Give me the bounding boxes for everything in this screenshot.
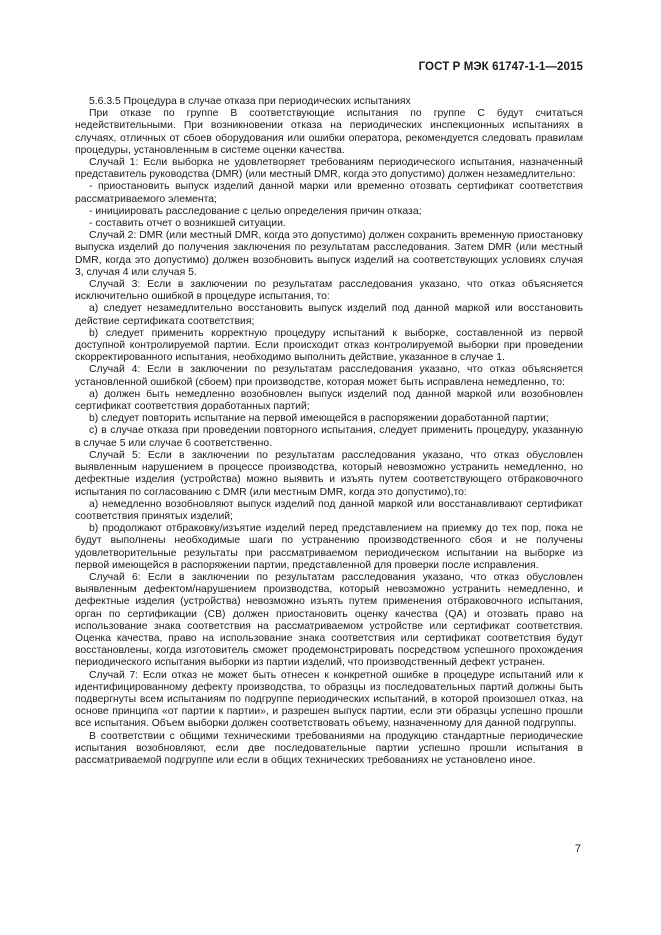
document-body (75, 96, 583, 767)
list-item: - составить отчет о возникшей ситуации. (89, 218, 286, 230)
list-item: а) следует незамедлительно восстановить выпуск изделий под данной маркой или восстановить действие сертификата соответствия; (75, 303, 583, 327)
paragraph-case-4: Случай 4: Если в заключении по результатам расследования указано, что отказ объясняется установленной ошибкой (сбоем) при производстве, которая может быть исправлена немедленно, то: (75, 364, 583, 388)
paragraph-case-3: Случай 3: Если в заключении по результатам расследования указано, что отказ объясняется исключительно ошибкой в процедуре испытания, то: (75, 279, 583, 303)
list-item: c) в случае отказа при проведении повторного испытания, следует применить процедуру, указанную в случае 5 или случае 6 соответственно. (75, 425, 583, 449)
paragraph-case-7: Случай 7: Если отказ не может быть отнесен к конкретной ошибке в процедуре испытаний или к идентифицированному дефекту производства, то образцы из последовательных партий должны быть подвергнуты всем испытаниям по подгруппе периодических испытаний, в которой произошел отказ, на основе принципа «от партии к партии», и разрешен выпуск партии, если эти образцы успешно прошли все испытания. Объем выборки должен соответствовать объему, назначенному для данной подгруппы. (75, 669, 583, 730)
list-item: b) продолжают отбраковку/изъятие изделий перед представлением на приемку до тех пор, пока не будут выполнены необходимые шаги по устранению производственного сбоя и не получены удовлетворительные результаты при рассматриваемом периодическом испытании на выборке из первой имеющейся в распоряжении партии, представленной для проверки после исправления. (75, 523, 583, 571)
paragraph: При отказе по группе В соответствующие испытания по группе С будут считаться недействительными. При возникновении отказа на периодических инспекционных испытаниях в случаях, отличных от сбоев оборудования или ошибки оператора, рекомендуется следовать правилам процедуры, установленным в системе оценки качества. (75, 108, 583, 156)
list-item: b) следует повторить испытание на первой имеющейся в распоряжении доработанной партии; (89, 413, 549, 425)
paragraph-case-6: Случай 6: Если в заключении по результатам расследования указано, что отказ обусловлен выявленным дефектом/нарушением производства, который невозможно устранить немедленно, и дефектные изделия (устройства) невозможно изъять путем применения отбраковочного испытания, орган по сертификации (СВ) должен приостановить оценку качества (QA) и отозвать право на использование знака соответствия на рассматриваемом устройстве или сертификат соответствия. Оценка качества, право на использование знака соответствия или сертификат соответствия будут восстановлены, когда изготовитель сможет продемонстрировать посредством успешного прохождения периодического испытания выборки из партии изделий, что производственный дефект устранен. (75, 571, 583, 669)
list-item: b) следует применить корректную процедуру испытаний к выборке, составленной из первой доступной контролируемой партии. Если происходит отказ контролируемой выборки при проведении скорректированного испытания, необходимо выполнить действие, указанное в случае 1. (75, 327, 583, 364)
list-item: а) немедленно возобновляют выпуск изделий под данной маркой или восстанавливают сертификат соответствия принятых изделий; (75, 498, 583, 522)
page-number: 7 (574, 843, 581, 855)
list-item: а) должен быть немедленно возобновлен выпуск изделий под данной маркой или возобновлен сертификат соответствия доработанных партий; (75, 388, 583, 413)
list-item: - приостановить выпуск изделий данной марки или временно отозвать сертификат соответствия рассматриваемого элемента; (75, 181, 583, 205)
paragraph-case-1: Случай 1: Если выборка не удовлетворяет требованиям периодического испытания, назначенный представитель руководства (DMR) (или местный DMR, когда это допустимо) должен незамедлительно: (75, 157, 583, 181)
list-item: - инициировать расследование с целью определения причин отказа; (89, 205, 422, 217)
paragraph-case-2: Случай 2: DMR (или местный DMR, когда это допустимо) должен сохранить временную приостановку выпуска изделий до получения заключения по результатам расследования. Затем DMR (или местный DMR, когда это допустимо) должен возобновить выпуск изделий на соответствующих условиях случая 3, случая 4 или случая 5. (75, 230, 583, 278)
section-heading: 5.6.3.5 Процедура в случае отказа при периодических испытаниях (89, 96, 411, 107)
standard-header: ГОСТ Р МЭК 61747-1-1—2015 (418, 61, 583, 73)
paragraph: В соответствии с общими техническими требованиями на продукцию стандартные периодические испытания возобновляют, если две последовательные партии успешно прошли испытания в рассматриваемой подгруппе или если в общих технических требованиях не установлено иное. (75, 730, 583, 766)
paragraph-case-5: Случай 5: Если в заключении по результатам расследования указано, что отказ обусловлен выявленным нарушением в процессе производства, который невозможно устранить немедленно, но дефектные изделия (устройства) можно выявить и изъять путем соответствующего отбраковочного испытания по согласованию с DMR (или местным DMR, когда это допустимо),то: (75, 449, 583, 498)
